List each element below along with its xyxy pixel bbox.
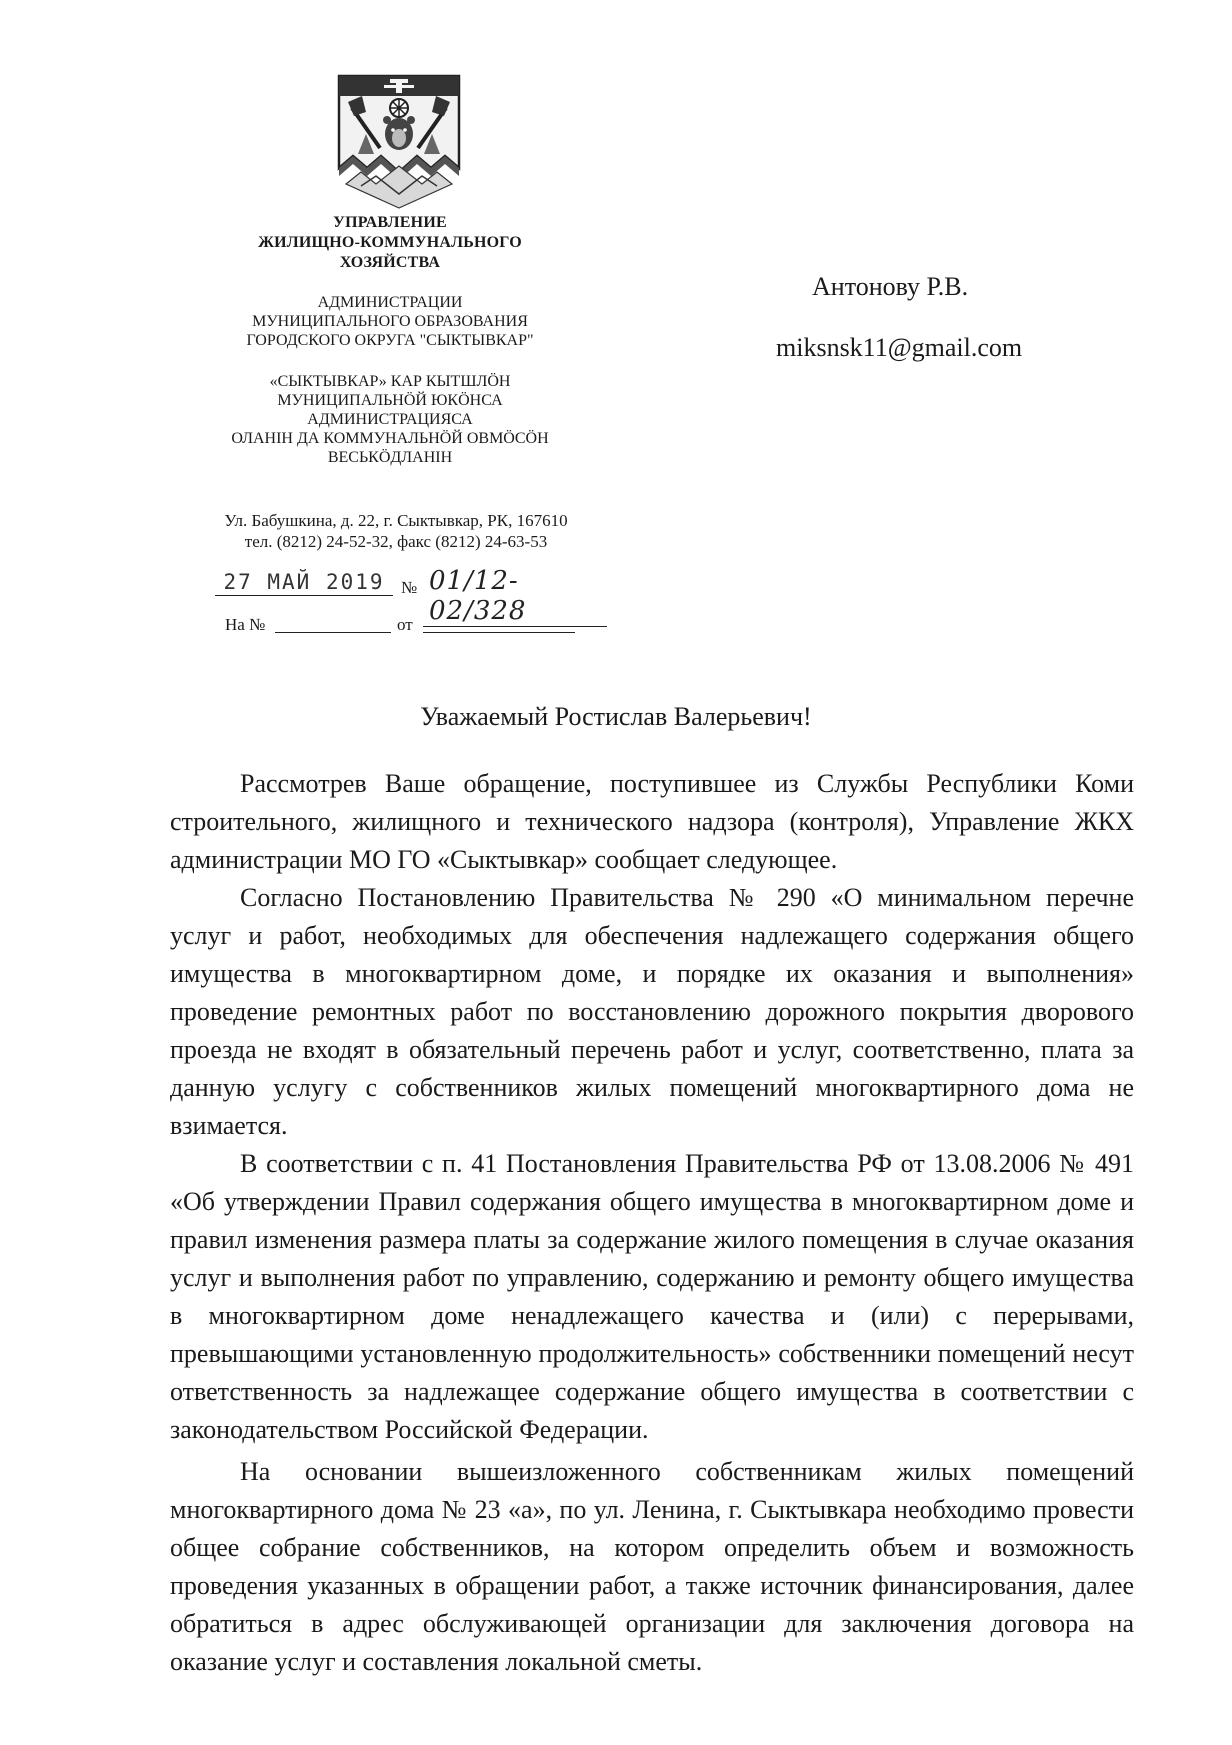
org-komi-line: «СЫКТЫВКАР» КАР КЫТШЛӦН (269, 373, 511, 390)
org-admin-line: МУНИЦИПАЛЬНОГО ОБРАЗОВАНИЯ (252, 313, 528, 330)
reference-date-label: от (397, 615, 413, 634)
reference-line (225, 615, 625, 639)
body-paragraph: Рассмотрев Ваше обращение, поступившее из Службы Республики Коми строительного, жилищного и технического надзора (контроля), Управление ЖКХ администрации МО ГО «Сыктывкар» сообщает следующее. (170, 769, 1134, 874)
organization-header (190, 213, 590, 467)
letter-body (170, 765, 1134, 1681)
addressee-block (776, 272, 1056, 363)
addressee-email: miksnsk11@gmail.com (776, 333, 1023, 362)
org-komi-line: МУНИЦИПАЛЬНӦЙ ЮКӦНСА (277, 392, 503, 409)
org-admin-line: ГОРОДСКОГО ОКРУГА "СЫКТЫВКАР" (246, 332, 534, 349)
body-paragraph: Согласно Постановлению Правительства № 290 «О минимальном перечне услуг и работ, необходимых для обеспечения надлежащего содержания общего имущества в многоквартирном доме, и порядке их оказания и выполнения» проведение ремонтных работ по восстановлению дорожного покрытия дворового проезда не входят в обязательный перечень работ и услуг, соответственно, плата за данную услугу с собственников жилых помещений многоквартирного дома не взимается. (170, 883, 1134, 1140)
org-administration (190, 293, 590, 350)
reference-date-blank (423, 632, 575, 633)
date-stamp: 27 МАЙ 2019 (215, 570, 393, 596)
org-admin-line: АДМИНИСТРАЦИИ (317, 294, 463, 311)
coat-of-arms-emblem (336, 72, 462, 210)
org-address: Ул. Бабушкина, д. 22, г. Сыктывкар, РК, 167610 (224, 511, 568, 530)
org-name-line: ЖИЛИЩНО-КОММУНАЛЬНОГО (258, 234, 522, 251)
salutation: Уважаемый Ростислав Валерьевич! (420, 702, 812, 731)
org-komi-line: ОЛАНІН ДА КОММУНАЛЬНӦЙ ОВМӦСӦН (231, 430, 549, 447)
org-komi-line: ВЕСЬКӦДЛАНІН (327, 449, 453, 466)
reference-number-label: На № (225, 615, 266, 634)
handwritten-outgoing-number: 01/12-02/328 (423, 566, 607, 627)
reference-number-blank (275, 632, 391, 633)
org-name-line: УПРАВЛЕНИЕ (333, 214, 447, 231)
body-paragraph: На основании вышеизложенного собственникам жилых помещений многоквартирного дома № 23 «а», по ул. Ленина, г. Сыктывкара необходимо провести общее собрание собственников, на котором определить объем и возможность проведения указанных в обращении работ, а также источник финансирования, далее обратиться в адрес обслуживающей организации для заключения договора на оказание услуг и составления локальной сметы. (170, 1457, 1134, 1676)
org-komi-name (190, 372, 590, 467)
org-contacts (176, 510, 616, 552)
org-komi-line: АДМИНИСТРАЦИЯСА (307, 411, 473, 428)
org-name-line: ХОЗЯЙСТВА (339, 254, 441, 271)
org-phone: тел. (8212) 24-52-32, факс (8212) 24-63-53 (244, 532, 548, 551)
addressee-name: Антонову Р.В. (812, 272, 969, 301)
number-label: № (401, 578, 418, 597)
body-paragraph: В соответствии с п. 41 Постановления Правительства РФ от 13.08.2006 № 491 «Об утверждении Правил содержания общего имущества в многоквартирном доме и правил изменения размера платы за содержание жилого помещения в случае оказания услуг и выполнения работ по управлению, содержанию и ремонту общего имущества в многоквартирном доме ненадлежащего качества и (или) с перерывами, превышающими установленную продолжительность» собственники помещений несут ответственность за надлежащее содержание общего имущества в соответствии с законодательством Российской Федерации. (170, 1149, 1134, 1444)
org-name (190, 213, 590, 273)
